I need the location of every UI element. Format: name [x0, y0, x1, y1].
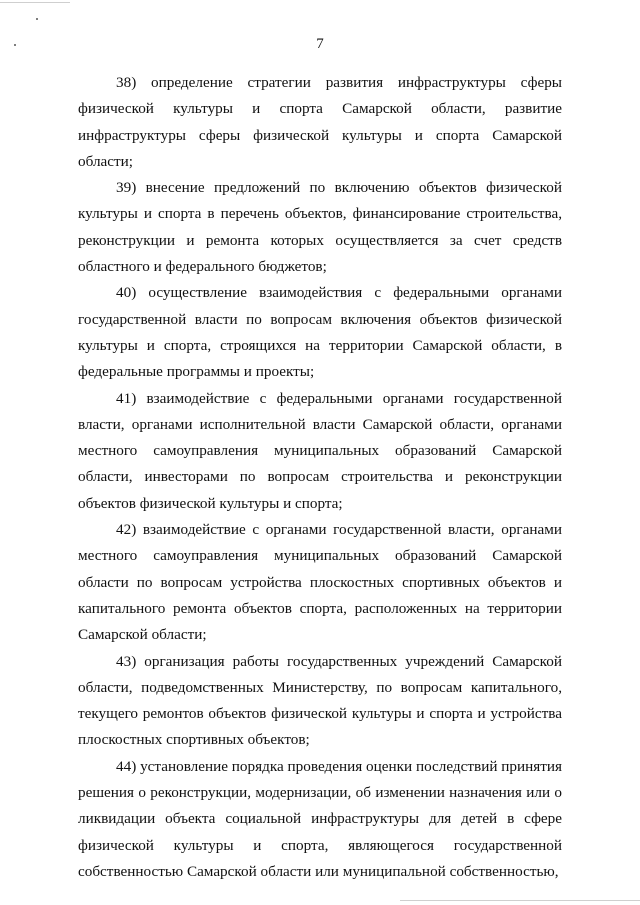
list-item-42: 42) взаимодействие с органами государственной власти, органами местного самоуправления муниципальных образований Самарской области по вопросам устройства плоскостных спортивных объектов и капитального ремонта объектов спорта, расположенных на территории Самарской области;: [78, 521, 562, 644]
scan-artifact-bottom-line: [400, 900, 640, 901]
list-item-39: 39) внесение предложений по включению объектов физической культуры и спорта в перечень объектов, финансирование строительства, реконструкции и ремонта которых осуществляется за счет средств областного и федерального бюджетов;: [78, 179, 562, 276]
scan-artifact-top-line: [0, 2, 70, 3]
list-item-44: 44) установление порядка проведения оценки последствий принятия решения о реконструкции, модернизации, об изменении назначения или о ликвидации объекта социальной инфраструктуры для детей в сфере физической культуры и спорта, являющегося государственной собственностью Самарской области или муниципальной собственностью,: [78, 757, 562, 880]
list-item-40: 40) осуществление взаимодействия с федеральными органами государственной власти по вопросам включения объектов физической культуры и спорта, строящихся на территории Самарской области, в федеральные программы и проекты;: [78, 284, 562, 381]
scan-artifact-dot: [36, 18, 38, 20]
list-item-41: 41) взаимодействие с федеральными органами государственной власти, органами исполнительной власти Самарской области, органами местного самоуправления муниципальных образований Самарской области, инвесторами по вопросам строительства и реконструкции объектов физической культуры и спорта;: [78, 389, 562, 512]
list-item-38: 38) определение стратегии развития инфраструктуры сферы физической культуры и спорта Самарской области, развитие инфраструктуры сферы физической культуры и спорта Самарской области;: [78, 74, 562, 170]
page-number: 7: [316, 36, 324, 52]
document-body: [78, 70, 562, 885]
list-item-43: 43) организация работы государственных учреждений Самарской области, подведомственных Министерству, по вопросам капитального, текущего ремонтов объектов физической культуры и спорта и устройства плоскостных спортивных объектов;: [78, 652, 562, 749]
